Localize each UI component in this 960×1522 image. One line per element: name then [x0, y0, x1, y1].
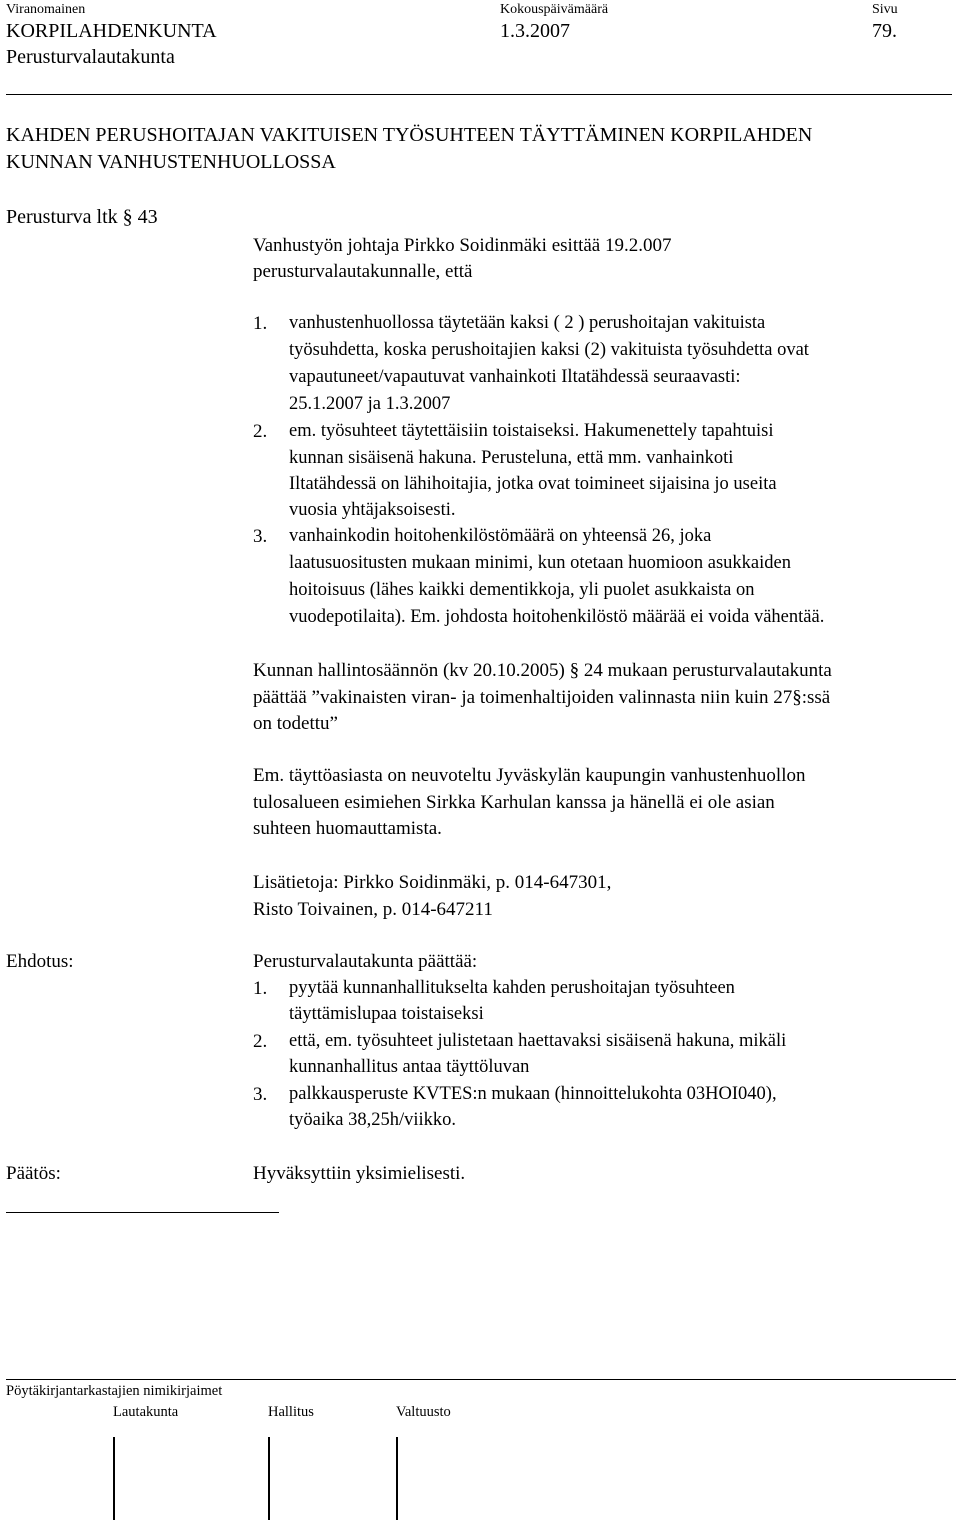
- contact-info-line: Lisätietoja: Pirkko Soidinmäki, p. 014-647301,: [253, 872, 612, 893]
- intro-line: perusturvalautakunnalle, että: [253, 261, 473, 282]
- header-page-number: 79.: [872, 20, 897, 42]
- decision-label: Päätös:: [6, 1163, 61, 1184]
- decision-text: Hyväksyttiin yksimielisesti.: [253, 1163, 466, 1184]
- point-3-line: hoitoisuus (lähes kaikki dementikkoja, yli puolet asukkaista on: [289, 580, 755, 600]
- header-authority: KORPILAHDENKUNTA: [6, 20, 217, 42]
- proposal-item-line: kunnanhallitus antaa täyttöluvan: [289, 1057, 530, 1077]
- point-2-line: em. työsuhteet täytettäisiin toistaiseksi. Hakumenettely tapahtuisi: [289, 421, 774, 441]
- proposal-heading: Perusturvalautakunta päättää:: [253, 951, 478, 972]
- point-number: 1.: [253, 313, 268, 334]
- point-2-line: Iltatähdessä on lähihoitajia, jotka ovat toimineet sijaisina jo useita: [289, 474, 777, 494]
- header-date: 1.3.2007: [500, 20, 570, 42]
- footer-column-council: Lautakunta: [113, 1404, 179, 1420]
- proposal-item-line: täyttämislupaa toistaiseksi: [289, 1004, 484, 1024]
- footer-divider: [6, 1379, 956, 1380]
- point-3-line: laatusuositusten mukaan minimi, kun otetaan huomioon asukkaiden: [289, 553, 791, 573]
- consult-paragraph-line: Em. täyttöasiasta on neuvoteltu Jyväskylän kaupungin vanhustenhuollon: [253, 765, 806, 786]
- footer-column-assembly: Valtuusto: [396, 1404, 451, 1420]
- signature-box-line: [268, 1437, 270, 1520]
- decision-underline: [6, 1212, 279, 1213]
- footer-title: Pöytäkirjantarkastajien nimikirjaimet: [6, 1383, 223, 1399]
- consult-paragraph-line: tulosalueen esimiehen Sirkka Karhulan kanssa ja hänellä ei ole asian: [253, 792, 775, 813]
- point-1-line: työsuhdetta, koska perushoitajien kaksi (2) vakituista työsuhdetta ovat: [289, 340, 809, 360]
- point-3-line: vuodepotilaita). Em. johdosta hoitohenkilöstö määrää ei voida vähentää.: [289, 607, 825, 627]
- document-title-line2: KUNNAN VANHUSTENHUOLLOSSA: [6, 151, 336, 173]
- point-1-line: 25.1.2007 ja 1.3.2007: [289, 394, 451, 414]
- footer-column-board: Hallitus: [268, 1404, 314, 1420]
- signature-box-line: [113, 1437, 115, 1520]
- proposal-item-line: palkkausperuste KVTES:n mukaan (hinnoittelukohta 03HOI040),: [289, 1084, 777, 1104]
- consult-paragraph-line: suhteen huomauttamista.: [253, 818, 442, 839]
- point-1-line: vanhustenhuollossa täytetään kaksi ( 2 ) perushoitajan vakituista: [289, 313, 766, 333]
- point-3-line: vanhainkodin hoitohenkilöstömäärä on yhteensä 26, joka: [289, 526, 712, 546]
- proposal-item-number: 3.: [253, 1084, 268, 1105]
- section-heading: Perusturva ltk § 43: [6, 206, 158, 228]
- rules-paragraph-line: päättää ”vakinaisten viran- ja toimenhaltijoiden valinnasta niin kuin 27§:ssä: [253, 687, 831, 708]
- point-number: 3.: [253, 526, 268, 547]
- header-officer-label: Viranomainen: [6, 2, 86, 17]
- proposal-item-line: että, em. työsuhteet julistetaan haettavaksi sisäisenä hakuna, mikäli: [289, 1031, 787, 1051]
- point-2-line: kunnan sisäisenä hakuna. Perusteluna, että mm. vanhainkoti: [289, 448, 734, 468]
- point-number: 2.: [253, 421, 268, 442]
- header-date-label: Kokouspäivämäärä: [500, 2, 609, 17]
- proposal-label: Ehdotus:: [6, 951, 74, 972]
- point-2-line: vuosia yhtäjaksoisesti.: [289, 500, 456, 520]
- proposal-item-number: 2.: [253, 1031, 268, 1052]
- rules-paragraph-line: on todettu”: [253, 713, 338, 734]
- header-page-label: Sivu: [872, 2, 898, 17]
- rules-paragraph-line: Kunnan hallintosäännön (kv 20.10.2005) § 24 mukaan perusturvalautakunta: [253, 660, 832, 681]
- document-title-line1: KAHDEN PERUSHOITAJAN VAKITUISEN TYÖSUHTEEN TÄYTTÄMINEN KORPILAHDEN: [6, 124, 813, 146]
- proposal-item-line: pyytää kunnanhallitukselta kahden perushoitajan työsuhteen: [289, 978, 735, 998]
- header-divider: [6, 94, 952, 95]
- signature-box-line: [396, 1437, 398, 1520]
- header-body: Perusturvalautakunta: [6, 46, 175, 68]
- contact-info-line: Risto Toivainen, p. 014-647211: [253, 899, 493, 920]
- point-1-line: vapautuneet/vapautuvat vanhainkoti Iltatähdessä seuraavasti:: [289, 367, 741, 387]
- intro-line: Vanhustyön johtaja Pirkko Soidinmäki esittää 19.2.007: [253, 235, 672, 256]
- proposal-item-number: 1.: [253, 978, 268, 999]
- proposal-item-line: työaika 38,25h/viikko.: [289, 1110, 456, 1130]
